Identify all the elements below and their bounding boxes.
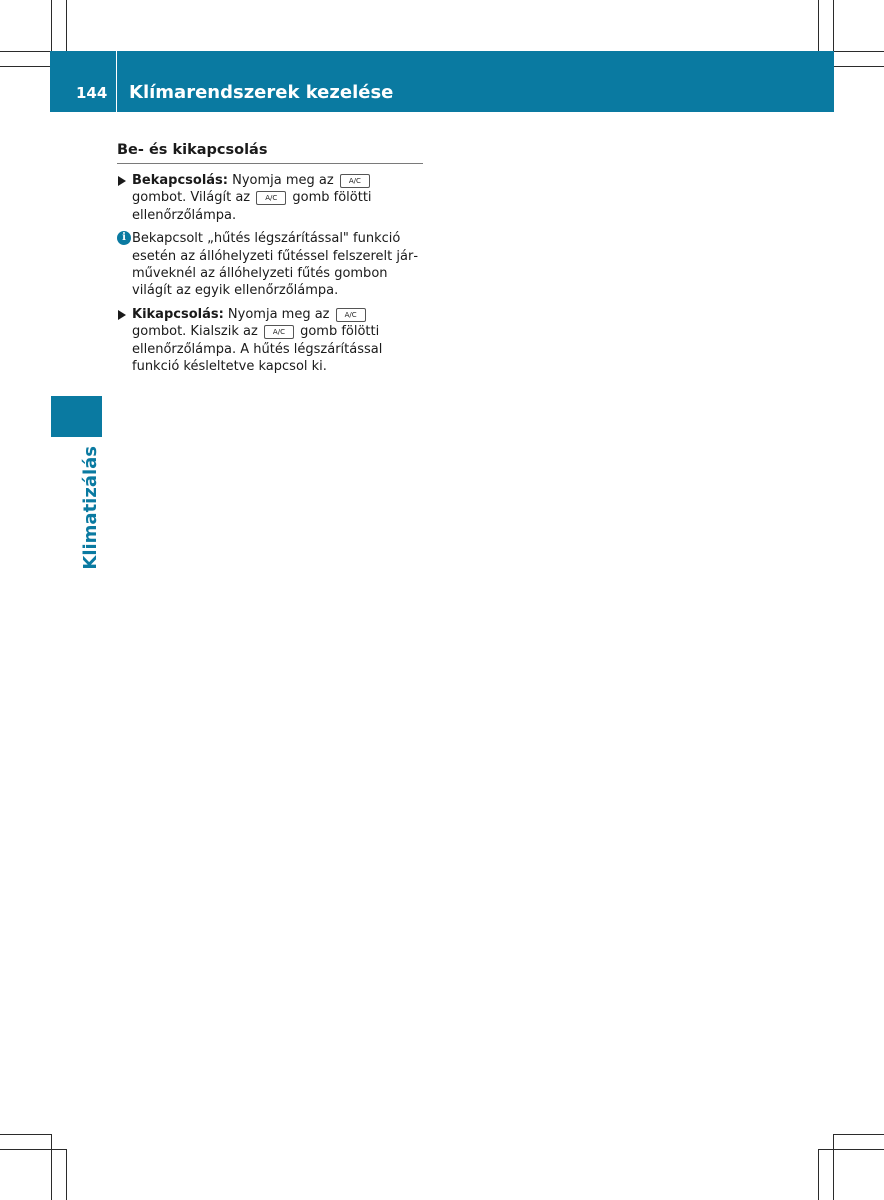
ac-button-icon: A/C	[340, 174, 370, 188]
crop-mark	[833, 1134, 834, 1200]
crop-mark	[818, 1149, 884, 1150]
crop-mark	[66, 1149, 67, 1200]
header-bar	[50, 51, 834, 112]
crop-mark	[0, 1134, 51, 1135]
instruction-switch-on	[117, 172, 423, 224]
ac-button-icon: A/C	[336, 308, 366, 322]
page-number: 144	[76, 84, 108, 102]
info-icon: i	[117, 231, 131, 245]
instruction-text: gombot. Kialszik az	[132, 324, 262, 340]
chapter-label-wrap	[79, 446, 103, 572]
section-heading: Be- és kikapcsolás	[117, 140, 423, 164]
crop-mark	[833, 66, 884, 67]
instruction-switch-off	[117, 306, 423, 376]
crop-mark	[0, 51, 51, 52]
instruction-text: Nyomja meg az	[228, 173, 338, 188]
instruction-text: gombot. Világít az	[132, 190, 255, 206]
info-note	[117, 230, 423, 300]
crop-mark	[0, 1149, 66, 1150]
chapter-label: Klimatizálás	[80, 446, 101, 570]
crop-mark	[51, 0, 52, 51]
crop-mark	[833, 51, 884, 52]
info-text: Bekapcsolt „hűtés légszárítással" funkció esetén az állóhelyzeti fűtéssel felszerelt járműveknél az állóhelyzeti fűtés gombon világít az egyik ellenőrzőlámpa.	[132, 231, 419, 299]
crop-mark	[833, 0, 834, 51]
header-divider	[116, 51, 117, 112]
bullet-arrow-icon	[118, 310, 126, 320]
crop-mark	[51, 1134, 52, 1200]
crop-mark	[0, 66, 51, 67]
content-column	[117, 140, 423, 381]
instruction-text: gomb fölötti ellenőrzőlámpa. A hűtés légszárítással funkció késleltetve kapcsol ki.	[132, 324, 383, 375]
crop-mark	[818, 1149, 819, 1200]
instruction-text: gomb fölötti ellenőrzőlámpa.	[132, 190, 372, 223]
ac-button-icon: A/C	[264, 325, 294, 339]
bullet-arrow-icon	[118, 176, 126, 186]
instruction-lead: Bekapcsolás:	[132, 173, 228, 188]
crop-mark	[833, 1134, 884, 1135]
ac-button-icon: A/C	[256, 191, 286, 205]
instruction-lead: Kikapcsolás:	[132, 306, 224, 322]
crop-mark	[66, 0, 67, 51]
chapter-tab	[51, 396, 102, 437]
page-title: Klímarendszerek kezelése	[129, 82, 394, 103]
crop-mark	[818, 0, 819, 51]
instruction-text: Nyomja meg az	[223, 306, 334, 322]
